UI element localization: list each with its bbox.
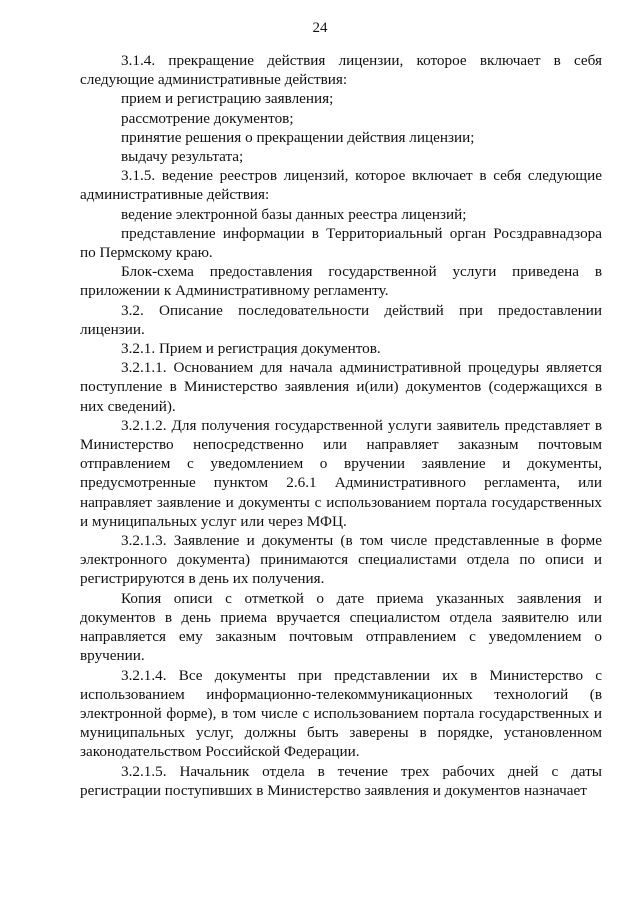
paragraph: выдачу результата; [121, 148, 244, 166]
paragraph: рассмотрение документов; [121, 109, 294, 127]
paragraph: 3.1.4. прекращение действия лицензии, которое включает в себя следующие административные действия: [80, 52, 602, 89]
paragraph: 3.2.1.3. Заявление и документы (в том числе представленные в форме электронного документа) принимаются специалистами отдела по описи и регистрируются в день их получения. [80, 532, 602, 588]
paragraph: 3.2.1.2. Для получения государственной услуги заявитель представляет в Министерство непосредственно или направляет заказным почтовым отправлением с уведомлением о вручении заявление и документы, предусмотренные пунктом 2.6.1 Административного регламента, или направляет заявление и документы с использованием портала государственных и муниципальных услуг или через МФЦ. [80, 416, 602, 530]
paragraph: 3.2.1.1. Основанием для начала административной процедуры является поступление в Министерство заявления и(или) документов (содержащихся в них сведений). [80, 359, 602, 415]
paragraph: 3.2.1.4. Все документы при представлении их в Министерство с использованием информационно-телекоммуникационных технологий (в электронной форме), в том числе с использованием портала государственных и муниципальных услуг, должны быть заверены в порядке, установленном законодательством Российской Федерации. [80, 666, 602, 761]
body-text [80, 51, 602, 800]
paragraph: принятие решения о прекращении действия лицензии; [121, 128, 475, 146]
paragraph: 3.2.1.5. Начальник отдела в течение трех рабочих дней с даты регистрации поступивших в Министерство заявления и документов назначает [80, 762, 602, 799]
paragraph: 3.2.1. Прием и регистрация документов. [121, 340, 381, 358]
paragraph: 3.2. Описание последовательности действий при предоставлении лицензии. [80, 301, 602, 338]
paragraph: 3.1.5. ведение реестров лицензий, которое включает в себя следующие административные действия: [80, 167, 602, 204]
paragraph: Копия описи с отметкой о дате приема указанных заявления и документов в день приема вручается специалистом отдела заявителю или направляется ему заказным почтовым отправлением с уведомлением о вручении. [80, 589, 602, 665]
paragraph: ведение электронной базы данных реестра лицензий; [121, 205, 467, 223]
page-number: 24 [312, 20, 328, 36]
paragraph: Блок-схема предоставления государственной услуги приведена в приложении к Административному регламенту. [80, 263, 602, 300]
paragraph: представление информации в Территориальный орган Росздравнадзора по Пермскому краю. [80, 224, 602, 262]
paragraph: прием и регистрацию заявления; [121, 90, 334, 108]
